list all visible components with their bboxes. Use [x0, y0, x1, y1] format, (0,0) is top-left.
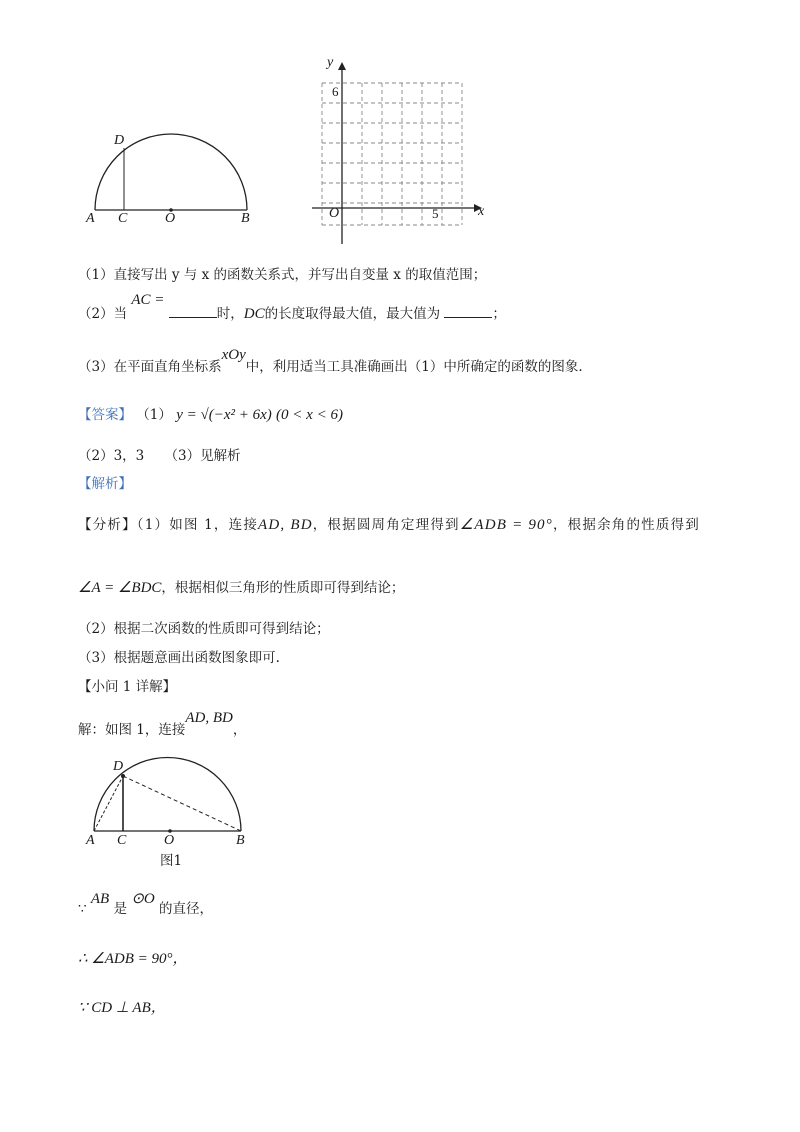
- sub-question-1-header: 【小问 1 详解】: [78, 679, 177, 695]
- label-b: B: [241, 211, 250, 226]
- analysis-tag: 【解析】: [78, 476, 132, 492]
- xoy-expr: xOy: [221, 347, 246, 363]
- fig2-label-b: B: [236, 833, 245, 848]
- question-3: （3）在平面直角坐标系xOy中，利用适当工具准确画出（1）中所确定的函数的图象.: [78, 347, 583, 375]
- question-2: （2）当 AC = 时，DC的长度取得最大值，最大值为 ；: [78, 292, 506, 322]
- ac-expr: AC =: [131, 292, 165, 308]
- analysis-line-1: 【分析】（1）如图 1，连接AD, BD，根据圆周角定理得到∠ADB = 90°，根据余角的性质得到: [78, 517, 700, 533]
- origin-label: O: [329, 206, 340, 221]
- fig2-label-c: C: [117, 833, 127, 848]
- label-o: O: [165, 211, 176, 226]
- question-1: （1）直接写出 y 与 x 的函数关系式，并写出自变量 x 的取值范围；: [78, 267, 487, 283]
- proof-line-2: ∴ ∠ADB = 90°，: [78, 951, 188, 967]
- axis-y-label: y: [327, 55, 334, 70]
- analysis-step-2: （2）根据二次函数的性质即可得到结论；: [78, 621, 330, 637]
- proof-line-1: ∵ AB 是 ⊙O 的直径，: [78, 891, 214, 917]
- y-tick-6: 6: [332, 84, 339, 99]
- answer-line-1: 【答案】 （1） y = √(−x² + 6x) (0 < x < 6): [78, 407, 343, 423]
- fig2-label-o: O: [164, 833, 175, 848]
- solution-line: 解：如图 1，连接AD, BD，: [78, 710, 247, 738]
- label-d: D: [114, 133, 125, 148]
- answer-tag: 【答案】: [78, 407, 132, 423]
- fig2-label-d: D: [113, 759, 124, 774]
- analysis-step-3: （3）根据题意画出函数图象即可.: [78, 650, 280, 666]
- x-tick-5: 5: [432, 206, 439, 221]
- answer-domain: (0 < x < 6): [276, 407, 343, 423]
- proof-line-3: ∵ CD ⊥ AB，: [78, 1000, 166, 1016]
- figure-caption: 图1: [160, 853, 183, 869]
- label-a: A: [86, 211, 95, 226]
- answer-line-2: （2）3，3 （3）见解析: [78, 448, 241, 464]
- axis-x-label: x: [478, 204, 485, 219]
- label-c: C: [118, 211, 128, 226]
- answer-formula: y = √(−x² + 6x): [176, 407, 272, 423]
- fig2-label-a: A: [86, 833, 95, 848]
- analysis-line-2: ∠A = ∠BDC，根据相似三角形的性质即可得到结论；: [78, 580, 405, 596]
